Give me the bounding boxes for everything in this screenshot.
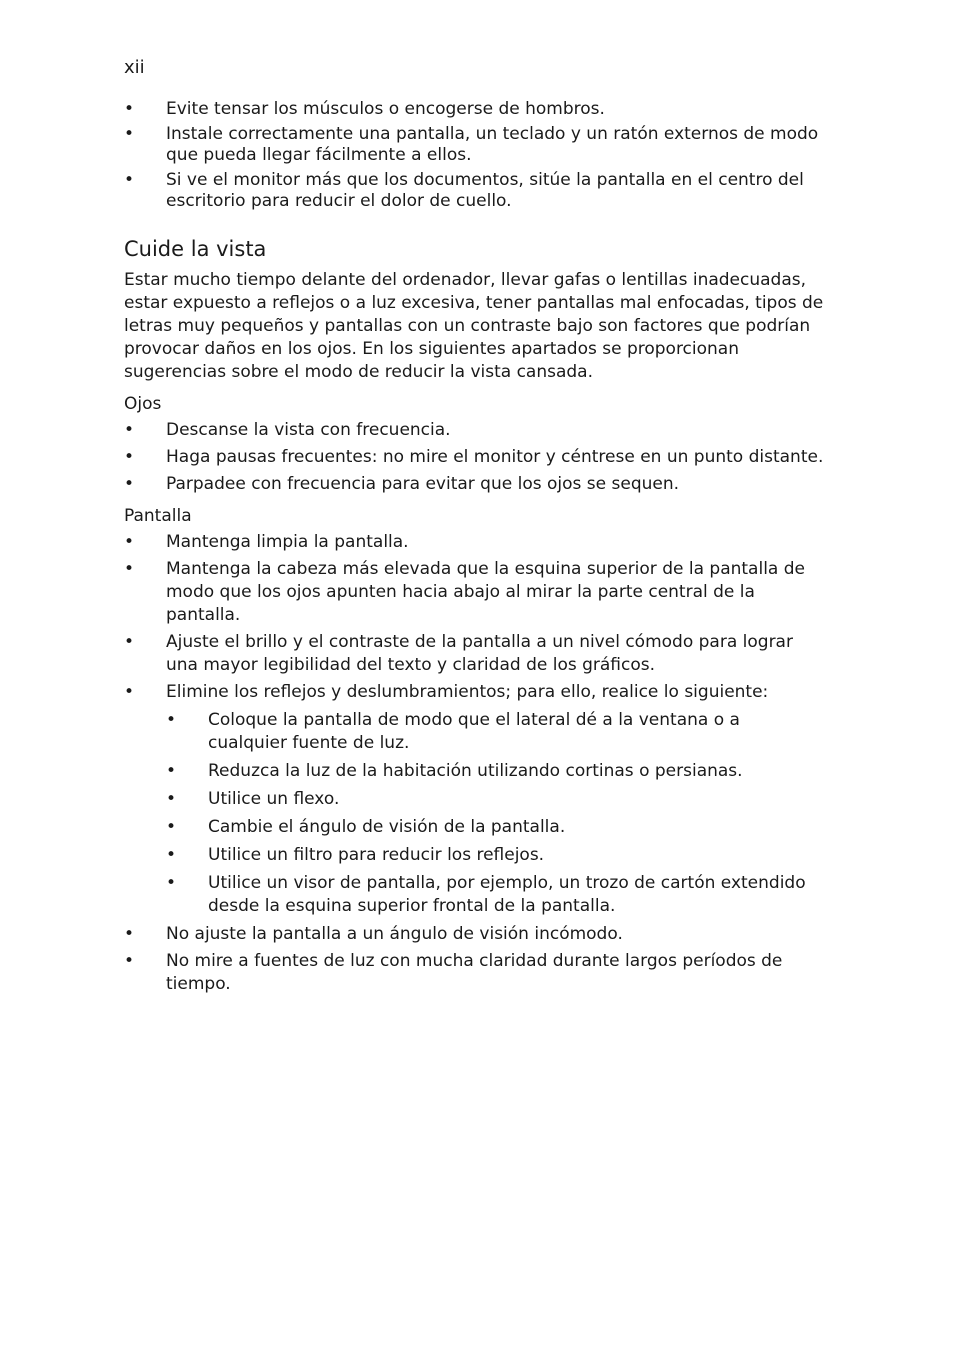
bullet-icon: • — [166, 873, 177, 893]
list-item: • Ajuste el brillo y el contraste de la pantalla a un nivel cómodo para lograr una mayor legibilidad del texto y claridad de los gráficos. — [124, 632, 793, 675]
pantalla-list — [124, 531, 824, 996]
page-content — [124, 99, 824, 1000]
list-item: • No mire a fuentes de luz con mucha claridad durante largos períodos de tiempo. — [124, 951, 783, 994]
bullet-icon: • — [124, 951, 135, 971]
section-title: Cuide la vista — [124, 237, 267, 261]
list-item: • No ajuste la pantalla a un ángulo de visión incómodo. — [124, 924, 623, 944]
sub-list-item: • Cambie el ángulo de visión de la pantalla. — [166, 817, 566, 837]
sub-list-item: • Utilice un flexo. — [166, 789, 340, 809]
sub-list-item: • Utilice un filtro para reducir los reflejos. — [166, 845, 545, 865]
bullet-icon: • — [166, 710, 177, 730]
bullet-icon: • — [124, 420, 135, 440]
bullet-icon: • — [124, 924, 135, 944]
bullet-icon: • — [124, 632, 135, 652]
intro-list — [124, 99, 824, 212]
bullet-icon: • — [124, 124, 135, 144]
bullet-icon: • — [166, 789, 177, 809]
list-item: • Mantenga la cabeza más elevada que la esquina superior de la pantalla de modo que los ojos apunten hacia abajo al mirar la parte central de la pantalla. — [124, 559, 805, 625]
pantalla-label: Pantalla — [124, 506, 192, 526]
ojos-label: Ojos — [124, 394, 162, 414]
bullet-icon: • — [124, 170, 135, 190]
bullet-icon: • — [166, 761, 177, 781]
list-item: • Haga pausas frecuentes: no mire el monitor y céntrese en un punto distante. — [124, 447, 824, 467]
list-item: • Instale correctamente una pantalla, un teclado y un ratón externos de modo que pueda llegar fácilmente a ellos. — [124, 124, 819, 165]
bullet-icon: • — [166, 845, 177, 865]
list-item: • Mantenga limpia la pantalla. — [124, 532, 409, 552]
bullet-icon: • — [124, 682, 135, 702]
bullet-icon: • — [124, 474, 135, 494]
ojos-list — [124, 419, 824, 496]
bullet-icon: • — [124, 447, 135, 467]
list-item: • Descanse la vista con frecuencia. — [124, 420, 451, 440]
list-item: • Elimine los reflejos y deslumbramientos; para ello, realice lo siguiente: • Coloque la pantalla de modo que el lateral dé a la ventana o a cualquier fuente de luz. • Reduzca la luz de la habitación utilizando cortinas o persianas. • Utilice un flexo. • Cambie el ángulo de visión de la pantalla. • Utilice un filtro para reducir los reflejos. • Utilice un visor de pantalla, por ejemplo, un trozo de cartón extendido desde la esquina superior frontal de la pantalla. — [124, 681, 824, 918]
section-paragraph: Estar mucho tiempo delante del ordenador, llevar gafas o lentillas inadecuadas, estar expuesto a reflejos o a luz excesiva, tener pantallas mal enfocadas, tipos de letras muy pequeños y pantallas con un contraste bajo son factores que podrían provocar daños en los ojos. En los siguientes apartados se proporcionan sugerencias sobre el modo de reducir la vista cansada. — [124, 270, 824, 382]
page-number: xii — [124, 57, 145, 78]
bullet-icon: • — [124, 99, 135, 119]
bullet-icon: • — [124, 559, 135, 579]
bullet-icon: • — [124, 532, 135, 552]
sub-list-item: • Utilice un visor de pantalla, por ejemplo, un trozo de cartón extendido desde la esquina superior frontal de la pantalla. — [166, 873, 806, 916]
list-item: • Evite tensar los músculos o encogerse de hombros. — [124, 99, 605, 119]
list-item: • Si ve el monitor más que los documentos, sitúe la pantalla en el centro del escritorio para reducir el dolor de cuello. — [124, 170, 804, 211]
reflejos-sublist — [166, 709, 824, 918]
bullet-icon: • — [166, 817, 177, 837]
sub-list-item: • Reduzca la luz de la habitación utilizando cortinas o persianas. — [166, 761, 743, 781]
list-item: • Parpadee con frecuencia para evitar que los ojos se sequen. — [124, 474, 680, 494]
sub-list-item: • Coloque la pantalla de modo que el lateral dé a la ventana o a cualquier fuente de luz. — [166, 710, 740, 753]
